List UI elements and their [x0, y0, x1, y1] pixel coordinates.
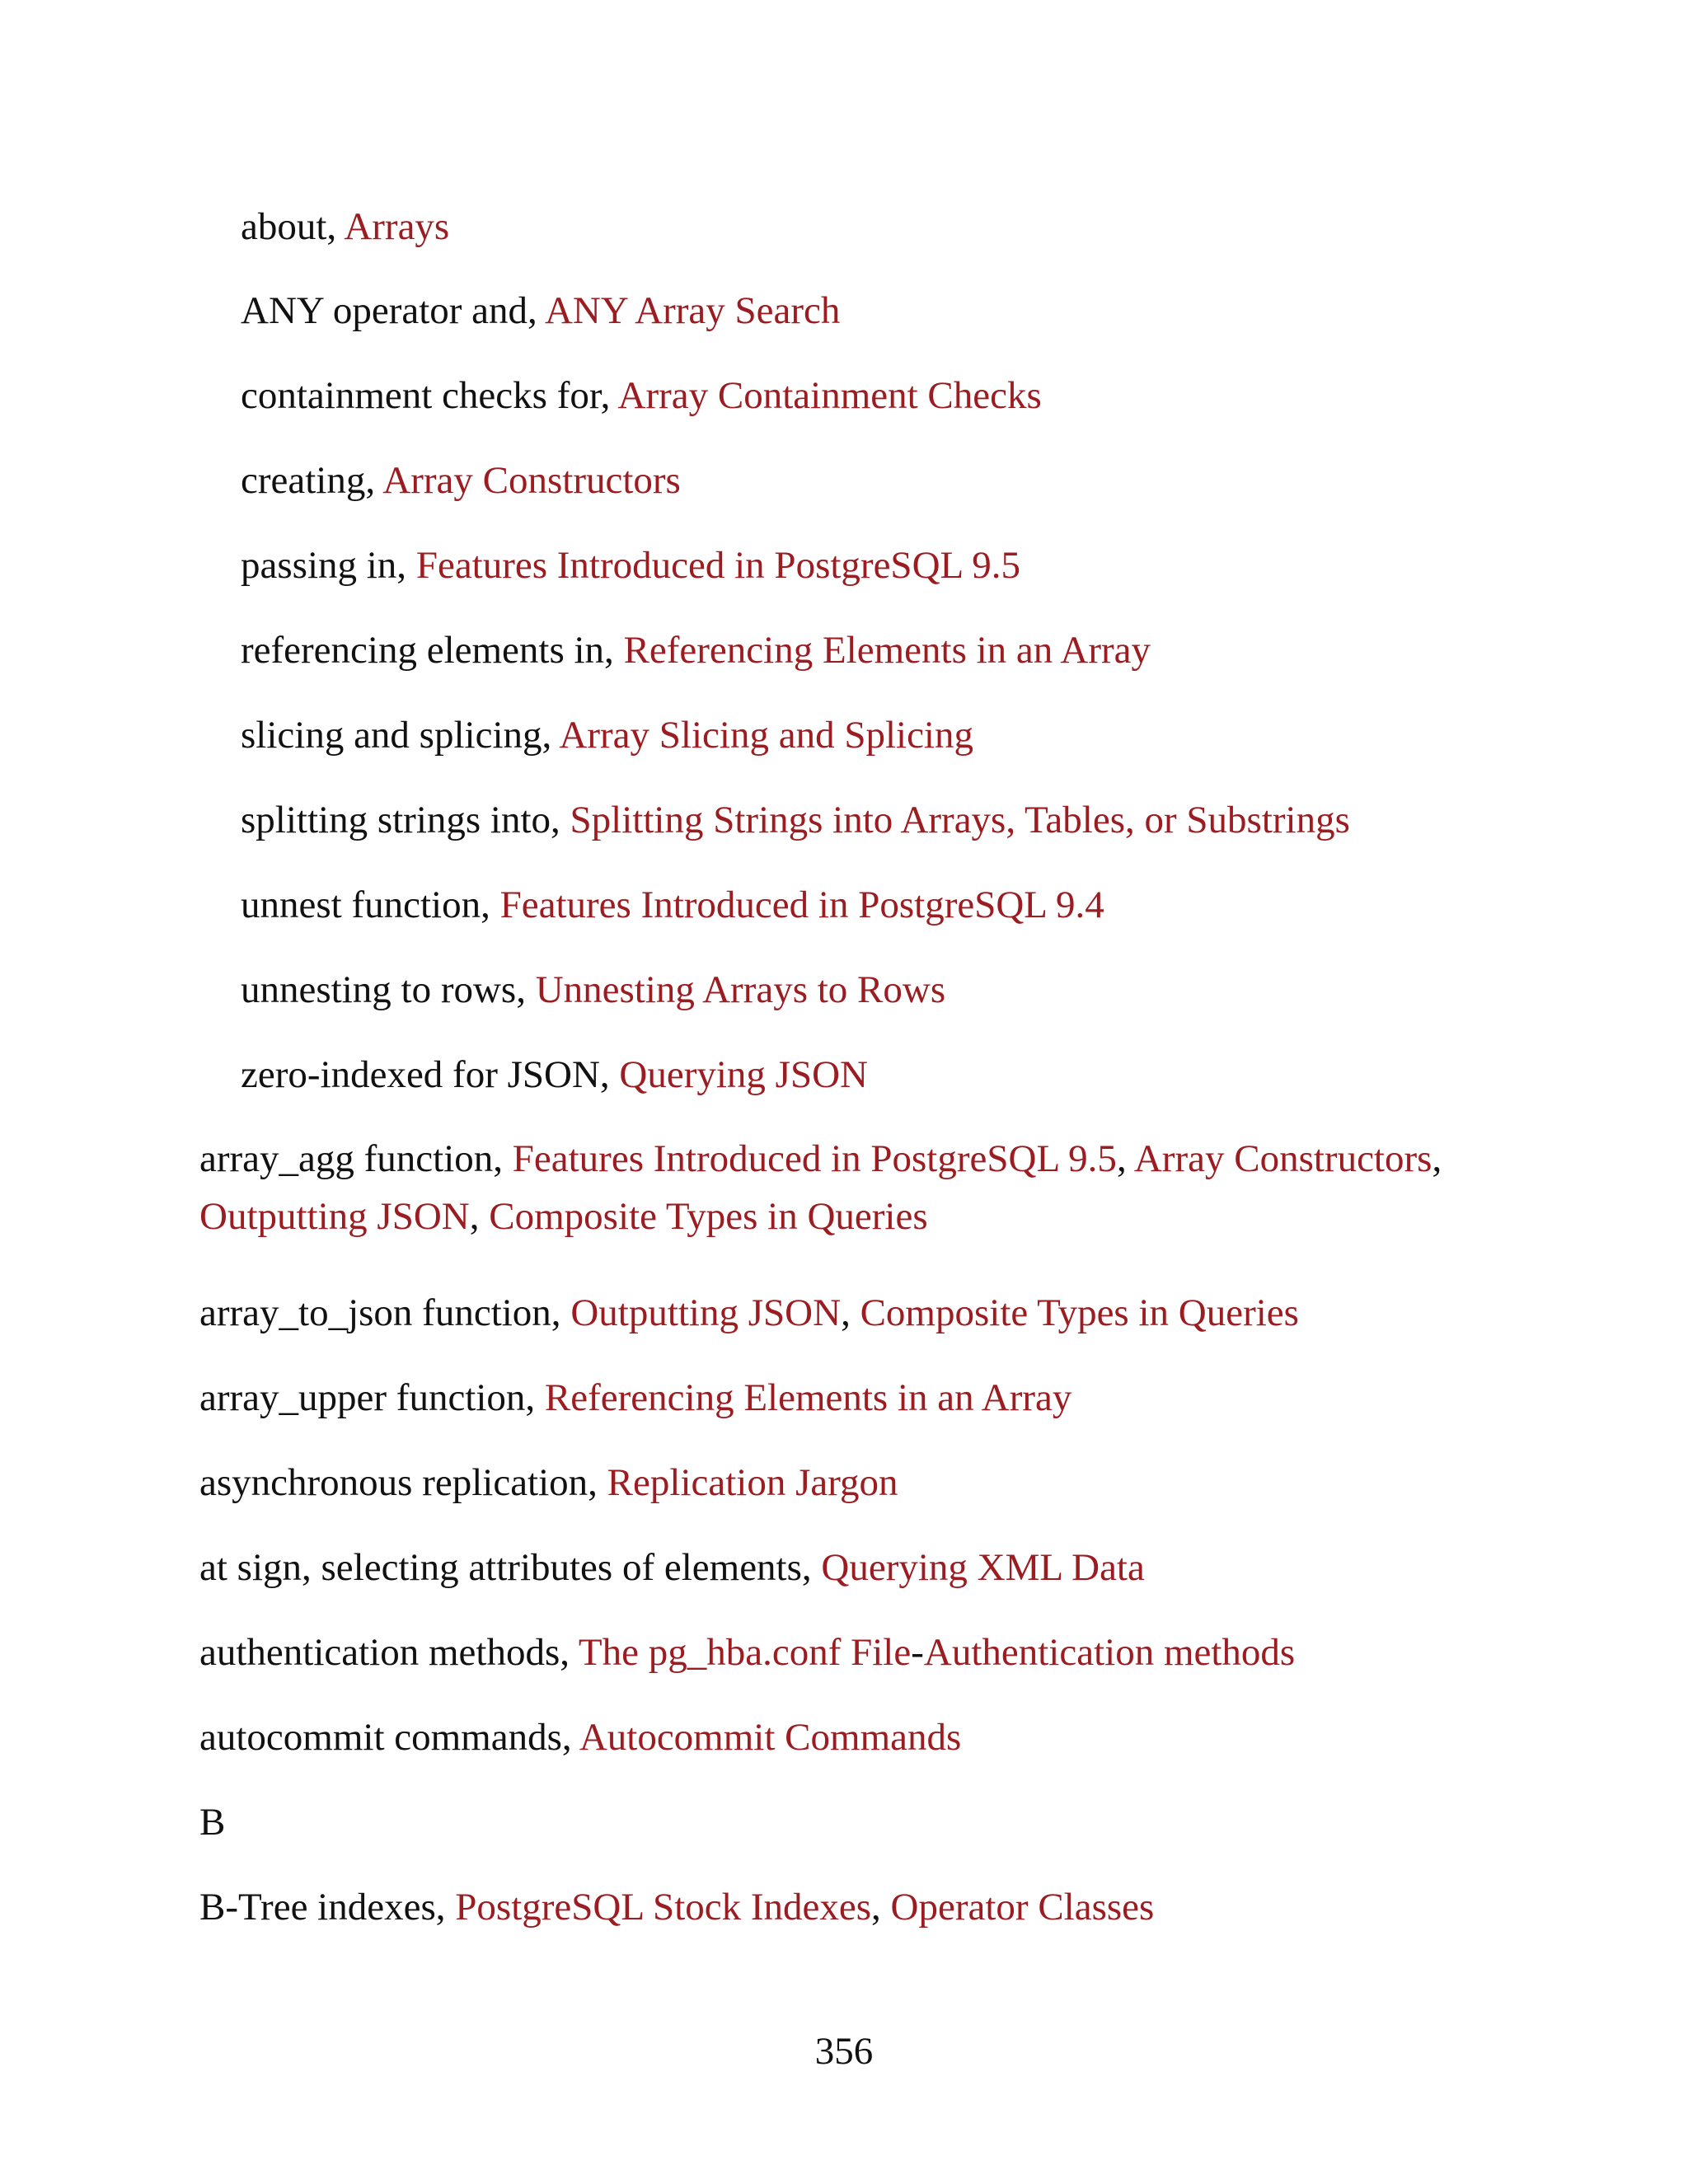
index-link[interactable]: Querying JSON	[619, 1053, 868, 1096]
index-separator: -	[911, 1631, 924, 1674]
index-entry	[199, 1718, 961, 1757]
index-term: slicing and splicing,	[241, 714, 560, 757]
index-term: at sign, selecting attributes of elements,	[199, 1546, 822, 1589]
index-term: creating,	[241, 459, 383, 502]
index-separator: ,	[871, 1886, 891, 1929]
index-link[interactable]: Referencing Elements in an Array	[623, 629, 1151, 672]
index-entry	[241, 546, 1020, 585]
index-link[interactable]: Outputting JSON	[199, 1195, 470, 1238]
index-link[interactable]: Arrays	[344, 205, 450, 248]
index-entry	[241, 205, 450, 248]
index-link[interactable]: Features Introduced in PostgreSQL 9.5	[415, 544, 1020, 587]
index-link[interactable]: The pg_hba.conf File	[578, 1631, 912, 1674]
index-link[interactable]: Features Introduced in PostgreSQL 9.5	[512, 1137, 1117, 1180]
index-term: about,	[241, 205, 345, 248]
index-link[interactable]: Composite Types in Queries	[860, 1291, 1299, 1334]
page-number: 356	[814, 2030, 874, 2073]
section-letter: B	[199, 1801, 226, 1844]
index-term: B-Tree indexes,	[199, 1886, 456, 1929]
index-term: array_upper function,	[199, 1376, 545, 1419]
index-entry	[199, 1633, 1295, 1672]
index-link[interactable]: Features Introduced in PostgreSQL 9.4	[499, 883, 1104, 926]
index-link[interactable]: Array Constructors	[1133, 1137, 1432, 1180]
index-link[interactable]: Replication Jargon	[607, 1461, 898, 1504]
index-entry	[241, 883, 1104, 926]
index-link[interactable]: Array Constructors	[382, 459, 681, 502]
index-link[interactable]: Querying XML Data	[821, 1546, 1145, 1589]
index-link[interactable]: Operator Classes	[890, 1886, 1155, 1929]
index-link[interactable]: Unnesting Arrays to Rows	[535, 968, 946, 1011]
index-entry	[199, 1376, 1072, 1419]
index-link[interactable]: Composite Types in Queries	[489, 1195, 928, 1238]
index-entry	[241, 374, 1042, 417]
index-term: array_agg function,	[199, 1137, 513, 1180]
index-term: array_to_json function,	[199, 1291, 571, 1334]
index-entry	[199, 1461, 898, 1504]
index-term: referencing elements in,	[241, 629, 624, 672]
index-link[interactable]: Authentication methods	[923, 1631, 1296, 1674]
index-entry	[199, 1888, 1154, 1927]
index-term: ANY operator and,	[241, 289, 545, 332]
index-term: passing in,	[241, 544, 416, 587]
index-entry	[241, 289, 841, 332]
index-term: unnest function,	[241, 883, 500, 926]
index-entry	[241, 968, 946, 1011]
index-separator: ,	[1432, 1137, 1442, 1180]
index-term: authentication methods,	[199, 1631, 579, 1674]
index-entry	[199, 1291, 1299, 1334]
index-entry	[199, 1130, 1601, 1245]
index-link[interactable]: Array Slicing and Splicing	[559, 714, 973, 757]
index-entry	[199, 1546, 1145, 1589]
index-link[interactable]: Autocommit Commands	[579, 1716, 962, 1759]
index-entry	[241, 459, 681, 502]
index-link[interactable]: Outputting JSON	[570, 1291, 842, 1334]
index-entry	[241, 716, 973, 755]
index-term: autocommit commands,	[199, 1716, 579, 1759]
index-separator: ,	[841, 1291, 860, 1334]
index-entry	[241, 1053, 868, 1096]
index-separator: ,	[1116, 1137, 1134, 1180]
index-separator: ,	[469, 1195, 490, 1238]
index-link[interactable]: PostgreSQL Stock Indexes	[455, 1886, 872, 1929]
index-term: containment checks for,	[241, 374, 618, 417]
index-link[interactable]: ANY Array Search	[544, 289, 841, 332]
index-link[interactable]: Array Containment Checks	[617, 374, 1042, 417]
index-term: zero-indexed for JSON,	[241, 1053, 620, 1096]
index-entry	[241, 801, 1350, 840]
index-link[interactable]: Referencing Elements in an Array	[544, 1376, 1072, 1419]
index-term: splitting strings into,	[241, 799, 570, 841]
index-term: asynchronous replication,	[199, 1461, 607, 1504]
index-entry	[241, 631, 1151, 670]
index-term: unnesting to rows,	[241, 968, 536, 1011]
index-link[interactable]: Splitting Strings into Arrays, Tables, or Substrings	[570, 799, 1350, 841]
